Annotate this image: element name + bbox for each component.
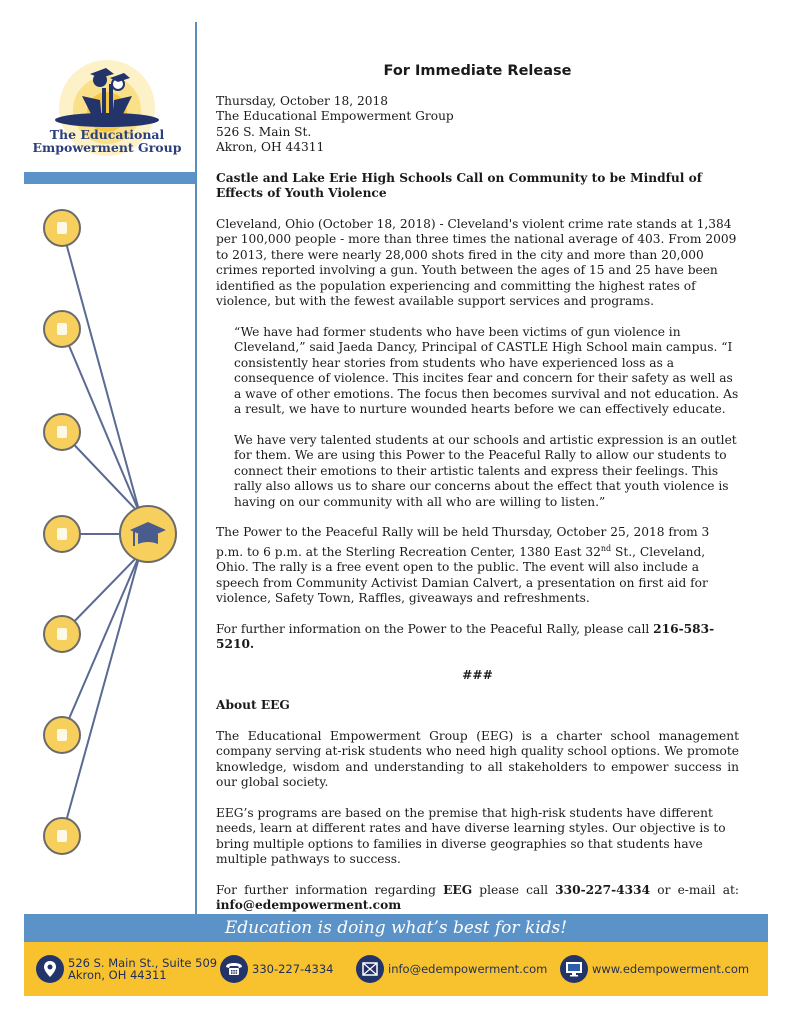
ordinal-suffix: nd	[600, 543, 612, 553]
bar-chart-icon	[44, 516, 80, 552]
map-pin-icon	[36, 955, 64, 983]
footer-phone-text: 330-227-4334	[252, 962, 334, 976]
school-building-icon	[44, 311, 80, 347]
horizon-icon	[55, 113, 159, 127]
sidebar-accent-band	[24, 172, 196, 184]
sender-block	[216, 94, 739, 156]
contact-email-link[interactable]: info@edempowerment.com	[216, 898, 402, 913]
medal-icon	[44, 414, 80, 450]
rally-info-paragraph	[216, 622, 739, 653]
about-paragraph-1: The Educational Empowerment Group (EEG) is a charter school management company serving at-risk students who need high quality school options. We promote knowledge, wisdom and understanding to all stakeholders to empower success in our global society.	[216, 728, 739, 790]
people-raising-hands-icon	[44, 210, 80, 246]
contact-text-b: please call	[472, 882, 556, 897]
contact-phone[interactable]: 330-227-4334	[555, 882, 651, 897]
rally-info-text: For further information on the Power to the Peaceful Rally, please call	[216, 621, 654, 636]
intro-paragraph: Cleveland, Ohio (October 18, 2018) - Cleveland's violent crime rate stands at 1,384 per 100,000 people - more than three times the national average of 403. From 2009 to 2013, there were nearly 28,000 shots fired in the city and more than 20,000 crimes reported involving a gun. Youth between the ages of 15 and 25 have been identified as the population experiencing and committing the highest rates of violence, but with the fewest available support services and programs.	[216, 216, 737, 308]
about-heading: About EEG	[216, 698, 290, 713]
group-icon	[44, 616, 80, 652]
rally-phone[interactable]: 216-583-5210.	[216, 621, 715, 652]
sender-street: 526 S. Main St.	[216, 124, 312, 139]
envelope-icon	[356, 955, 384, 983]
contact-paragraph	[216, 883, 739, 914]
sender-org: The Educational Empowerment Group	[216, 109, 454, 123]
event-text-a: The Power to the Peaceful Rally will be held Thursday, October 25, 2018 from 3 p.m. to 6 p.m. at the Sterling Recreation Center, 1380 East 32	[216, 525, 710, 559]
logo-text	[22, 128, 192, 154]
end-separator: ###	[462, 667, 493, 682]
sender-city: Akron, OH 44311	[216, 140, 325, 154]
event-paragraph	[216, 525, 739, 607]
footer-phone[interactable]	[220, 955, 333, 983]
telephone-icon	[220, 955, 248, 983]
footer-contact-band	[24, 942, 768, 996]
network-connector-line	[62, 554, 140, 836]
logo-name-line2: Empowerment Group	[32, 140, 182, 155]
footer-address-line2: Akron, OH 44311	[68, 968, 167, 982]
logo-name-line1: The Educational	[49, 127, 165, 142]
sliders-icon	[44, 818, 80, 854]
footer-address-line1: 526 S. Main St., Suite 509	[68, 956, 218, 970]
contact-text-a: For further information regarding	[216, 882, 444, 897]
computer-monitor-icon	[560, 955, 588, 983]
footer-website[interactable]	[560, 955, 749, 983]
quote-paragraph-2: We have very talented students at our schools and artistic expression is an outlet for them. We are using this Power to the Peaceful Rally to allow our students to connect their emotions to their artistic talents and express their feelings. This rally also allows us to share our concerns about the effect that youth violence is having on our community with all who are willing to listen.”	[234, 432, 737, 509]
footer-website-text: www.edempowerment.com	[592, 962, 750, 976]
quote-paragraph-1: “We have had former students who have been victims of gun violence in Cleveland,” said Jaeda Dancy, Principal of CASTLE High School main campus. “I consistently hear stories from students who have experienced loss as a consequence of violence. This incites fear and concern for their safety as well as a wave of other emotions. The focus then becomes survival and not education. As a result, we have to nurture wounded hearts before we can effectively educate.	[234, 324, 739, 416]
graduation-cap-icon	[120, 506, 176, 562]
icon-network	[0, 190, 196, 890]
release-date: Thursday, October 18, 2018	[216, 93, 389, 108]
footer-tagline: Education is doing what’s best for kids!	[224, 918, 568, 938]
footer-address	[36, 955, 217, 983]
network-connector-line	[62, 228, 140, 514]
headline: Castle and Lake Erie High Schools Call on Community to be Mindful of Effects of Youth Violence	[216, 170, 702, 200]
footer-tagline-band	[24, 914, 768, 942]
document-title: For Immediate Release	[383, 63, 572, 79]
footer-email[interactable]	[356, 955, 547, 983]
contact-eeg: EEG	[443, 882, 473, 897]
press-release	[216, 60, 739, 929]
event-text-b: St., Cleveland, Ohio. The rally is a free event open to the public. The event will also include a speech from Community Activist Damian Calvert, a presentation on first aid for violence, Safety Town, Raffles, giveaways and refreshments.	[216, 544, 708, 606]
about-paragraph-2: EEG’s programs are based on the premise that high-risk students have different needs, learn at different rates and have diverse learning styles. Our objective is to bring multiple options to families in diverse geographies so that students have multiple pathways to success.	[216, 805, 726, 867]
helping-hand-icon	[44, 717, 80, 753]
contact-text-c: or e-mail at:	[650, 882, 739, 897]
footer-email-text: info@edempowerment.com	[388, 962, 548, 976]
